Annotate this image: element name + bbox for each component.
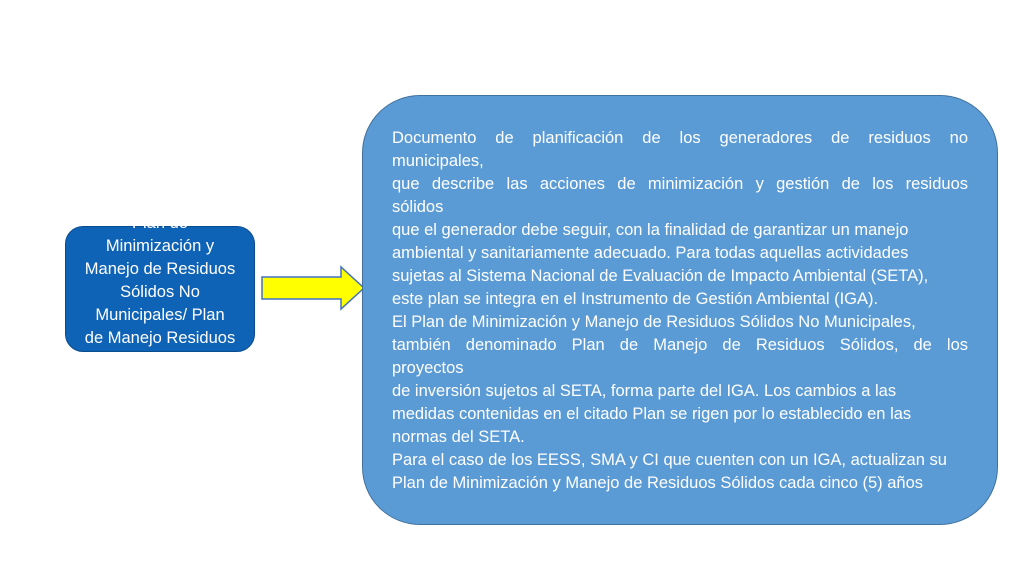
right-arrow-icon (261, 266, 365, 310)
description-line: de inversión sujetos al SETA, forma parte del IGA. Los cambios a las (392, 382, 897, 400)
description-line: que describe las acciones de minimización y gestión de los residuos (392, 175, 968, 193)
plan-title-line: de Manejo Residuos (84, 329, 236, 347)
description-line: ambiental y sanitariamente adecuado. Para todas aquellas actividades (392, 244, 909, 262)
plan-title-box (65, 214, 255, 370)
description-line: normas del SETA. (392, 428, 525, 446)
plan-title-line: Municipales/ Plan (95, 306, 225, 324)
plan-title-line: Sólidos No (120, 283, 200, 301)
description-line: Plan de Minimización y Manejo de Residuos Sólidos cada cinco (5) años (392, 474, 924, 492)
description-text (392, 127, 968, 495)
description-line: proyectos (392, 359, 464, 377)
description-line: que el generador debe seguir, con la finalidad de garantizar un manejo (392, 221, 909, 239)
plan-title-line: Sólidos (132, 352, 188, 370)
description-line: Para el caso de los EESS, SMA y CI que cuenten con un IGA, actualizan su (392, 451, 947, 469)
description-line: este plan se integra en el Instrumento de Gestión Ambiental (IGA). (392, 290, 879, 308)
description-line: también denominado Plan de Manejo de Residuos Sólidos, de los (392, 336, 968, 354)
description-box (362, 95, 998, 525)
plan-title-text (66, 212, 254, 373)
plan-title-line: Manejo de Residuos (84, 260, 236, 278)
plan-title-line: Minimización y (105, 237, 215, 255)
description-line: municipales, (392, 152, 484, 170)
description-line: medidas contenidas en el citado Plan se rigen por lo establecido en las (392, 405, 912, 423)
plan-title-line: Plan de (132, 214, 188, 232)
right-arrow-shape (262, 267, 364, 309)
description-line: sólidos (392, 198, 444, 216)
description-line: Documento de planificación de los generadores de residuos no (392, 129, 968, 147)
description-line: El Plan de Minimización y Manejo de Residuos Sólidos No Municipales, (392, 313, 916, 331)
description-line: sujetas al Sistema Nacional de Evaluación de Impacto Ambiental (SETA), (392, 267, 929, 285)
